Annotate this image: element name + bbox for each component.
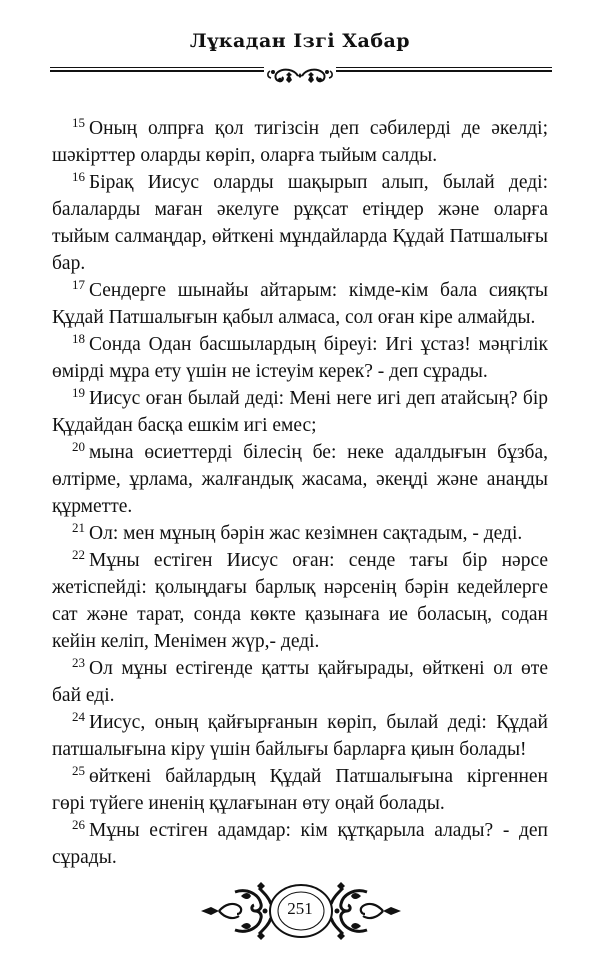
body-text bbox=[52, 115, 548, 871]
verse-text: Мұны естіген Иисус оған: сенде тағы бір нәрсе жетіспейді: қолыңдағы барлық нәрсенің бәрін кедейлерге сат және тарат, сонда көкте қазынаға ие боласың, содан кейін келіп, Менімен жүр,- деді. bbox=[52, 550, 548, 652]
verse-text: Ол: мен мұның бәрін жас кезімнен сақтадым, - деді. bbox=[89, 523, 523, 544]
verse-25 bbox=[52, 763, 548, 817]
verse-22 bbox=[52, 547, 548, 655]
verse-number: 15 bbox=[72, 115, 85, 130]
running-head: Лұкадан Ізгі Хабар bbox=[189, 30, 411, 52]
verse-number: 17 bbox=[72, 277, 85, 292]
verse-text: Мұны естіген адамдар: кім құтқарыла алады? - деп сұрады. bbox=[52, 820, 548, 868]
verse-26 bbox=[52, 817, 548, 871]
verse-text: Сендерге шынайы айтарым: кімде-кім бала сияқты Құдай Патшалығын қабыл алмаса, сол оған кіре алмайды. bbox=[52, 280, 548, 328]
verse-21 bbox=[52, 520, 548, 547]
verse-18 bbox=[52, 331, 548, 385]
verse-number: 18 bbox=[72, 331, 85, 346]
verse-23 bbox=[52, 655, 548, 709]
verse-24 bbox=[52, 709, 548, 763]
verse-text: мына өсиеттерді білесің бе: неке адалдығын бұзба, өлтірме, ұрлама, жалғандық жасама, әкеңді және анаңды құрметте. bbox=[52, 442, 548, 517]
verse-20 bbox=[52, 439, 548, 520]
verse-text: Бірақ Иисус оларды шақырып алып, былай деді: балаларды маған әкелуге рұқсат етіңдер және оларға тыйым салмаңдар, өйткені мұндайларда Құдай Патшалығы бар. bbox=[52, 172, 548, 274]
page-number: 251 bbox=[287, 899, 313, 918]
header-ornament-icon bbox=[264, 66, 336, 88]
verse-text: Сонда Одан басшылардың біреуі: Игі ұстаз! мәңгілік өмірді мұра ету үшін не істеуім керек? - деп сұрады. bbox=[52, 334, 548, 382]
verse-text: Ол мұны естігенде қатты қайғырады, өйткені ол өте бай еді. bbox=[52, 658, 548, 706]
verse-text: Иисус, оның қайғырғанын көріп, былай деді: Құдай патшалығына кіру үшін байлығы барларға қиын болады! bbox=[52, 712, 548, 760]
verse-19 bbox=[52, 385, 548, 439]
verse-number: 22 bbox=[72, 547, 85, 562]
verse-15 bbox=[52, 115, 548, 169]
verse-number: 19 bbox=[72, 385, 85, 400]
verse-number: 25 bbox=[72, 763, 85, 778]
verse-number: 16 bbox=[72, 169, 85, 184]
verse-17 bbox=[52, 277, 548, 331]
verse-text: өйткені байлардың Құдай Патшалығына кіргеннен гөрі түйеге иненің құлағынан өту оңай болады. bbox=[52, 766, 548, 814]
verse-text: Оның олпрға қол тигізсін деп сәбилерді де әкелді; шәкірттер оларды көріп, оларға тыйым салды. bbox=[52, 118, 548, 166]
verse-text: Иисус оған былай деді: Мені неге игі деп атайсың? бір Құдайдан басқа ешкім игі емес; bbox=[52, 388, 548, 436]
verse-number: 24 bbox=[72, 709, 85, 724]
verse-number: 21 bbox=[72, 520, 85, 535]
verse-number: 20 bbox=[72, 439, 85, 454]
verse-number: 23 bbox=[72, 655, 85, 670]
verse-number: 26 bbox=[72, 817, 85, 832]
verse-16 bbox=[52, 169, 548, 277]
